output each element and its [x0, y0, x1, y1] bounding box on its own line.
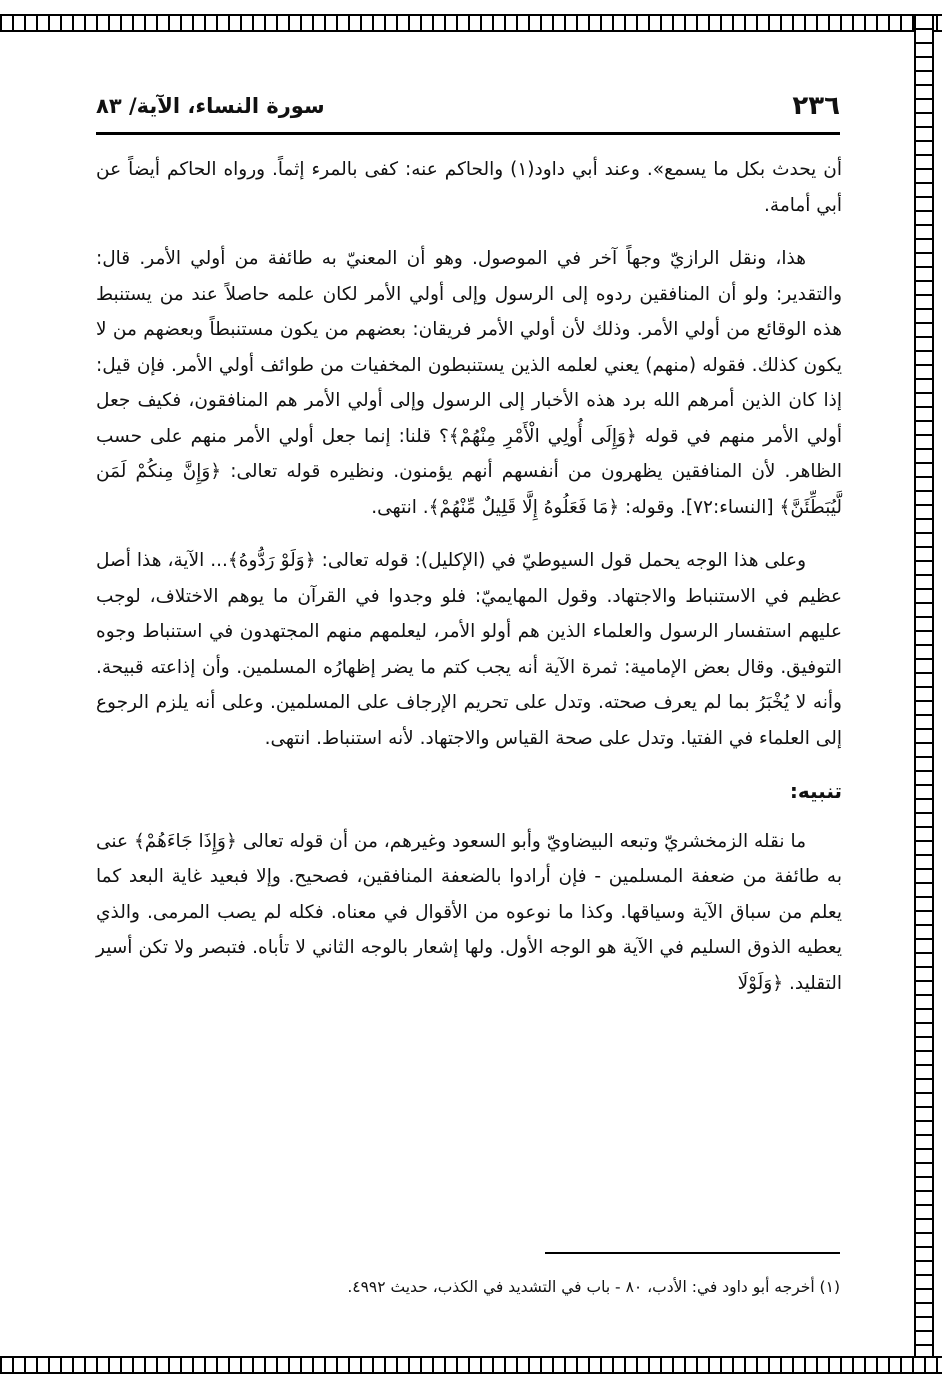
right-border-ornament [914, 14, 934, 1374]
running-head: سورة النساء، الآية/ ٨٣ [96, 94, 325, 118]
paragraph-1: أن يحدث بكل ما يسمع». وعند أبي داود(١) والحاكم عنه: كفى بالمرء إثماً. ورواه الحاكم أيضاً عن أبي أمامة. [96, 159, 842, 216]
paragraph-3: وعلى هذا الوجه يحمل قول السيوطيّ في (الإكليل): قوله تعالى: ﴿وَلَوْ رَدُّوهُ﴾... الآية، هذا أصل عظيم في الاستنباط والاجتهاد. وقول المهايميّ: فلو وجدوا في القرآن ما يوهم الاختلاف، لوجب عليهم استفسار الرسول والعلماء الذين هم أولو الأمر، ليعلمهم منهم المجتهدون في استنباط وجوه التوفيق. وقال بعض الإمامية: ثمرة الآية أنه يجب كتم ما يضر إظهارُه المسلمين. وأن إذاعته قبيحة. وأنه لا يُخْبَرُ بما لم يعرف صحته. وتدل على تحريم الإرجاف على المسلمين. وعلى أنه يلزم الرجوع إلى العلماء في الفتيا. وتدل على صحة القياس والاجتهاد. لأنه استنباط. انتهى. [96, 550, 842, 749]
footnote: (١) أخرجه أبو داود في: الأدب، ٨٠ - باب في التشديد في الكذب، حديث ٤٩٩٢. [347, 1278, 840, 1296]
main-text [96, 152, 842, 1019]
page-number: ٢٣٦ [792, 91, 840, 121]
section-heading-tanbih: تنبيه: [789, 779, 842, 803]
bottom-border-ornament [0, 1356, 942, 1374]
page-header [96, 86, 840, 126]
paragraph-4: ما نقله الزمخشريّ وتبعه البيضاويّ وأبو السعود وغيرهم، من أن قوله تعالى ﴿وَإِذَا جَاءَهُمْ﴾ عنى به طائفة من ضعفة المسلمين - فإن أرادوا بالضعفة المنافقين، فصحيح. وإلا فبعيد غاية البعد كما يعلم من سباق الآية وسياقها. وكذا ما نوعوه من الأقوال في معناه. فكله لم يصب المرمى. والذي يعطيه الذوق السليم في الآية هو الوجه الأول. ولها إشعار بالوجه الثاني لا تأباه. فتبصر ولا تكن أسير التقليد. ﴿وَلَوْلَا [96, 830, 842, 994]
top-border-ornament [0, 14, 942, 32]
paragraph-2: هذا، ونقل الرازيّ وجهاً آخر في الموصول. وهو أن المعنيّ به طائفة من أولي الأمر. قال: والتقدير: ولو أن المنافقين ردوه إلى الرسول وإلى أولي الأمر لكان علمه حاصلاً عند من يستنبط هذه الوقائع من أولي الأمر. وذلك لأن أولي الأمر فريقان: بعضهم من يكون مستنبطاً وبعضهم من لا يكون كذلك. فقوله (منهم) يعني لعلمه الذين يستنبطون المخفيات من طوائف أولي الأمر. فإن قيل: إذا كان الذين أمرهم الله برد هذه الأخبار إلى الرسول وإلى أولي الأمر هم المنافقون، فكيف جعل أولي الأمر منهم في قوله ﴿وَإِلَى أُولِي الْأَمْرِ مِنْهُمْ﴾؟ قلنا: إنما جعل أولي الأمر منهم على حسب الظاهر. لأن المنافقين يظهرون من أنفسهم أنهم يؤمنون. ونظيره قوله تعالى: ﴿وَإِنَّ مِنكُمْ لَمَن لَّيُبَطِّئَنَّ﴾ [النساء:٧٢]. وقوله: ﴿مَا فَعَلُوهُ إِلَّا قَلِيلٌ مِّنْهُمْ﴾. انتهى. [96, 248, 842, 518]
header-rule [96, 132, 840, 135]
footnote-rule [545, 1252, 840, 1254]
